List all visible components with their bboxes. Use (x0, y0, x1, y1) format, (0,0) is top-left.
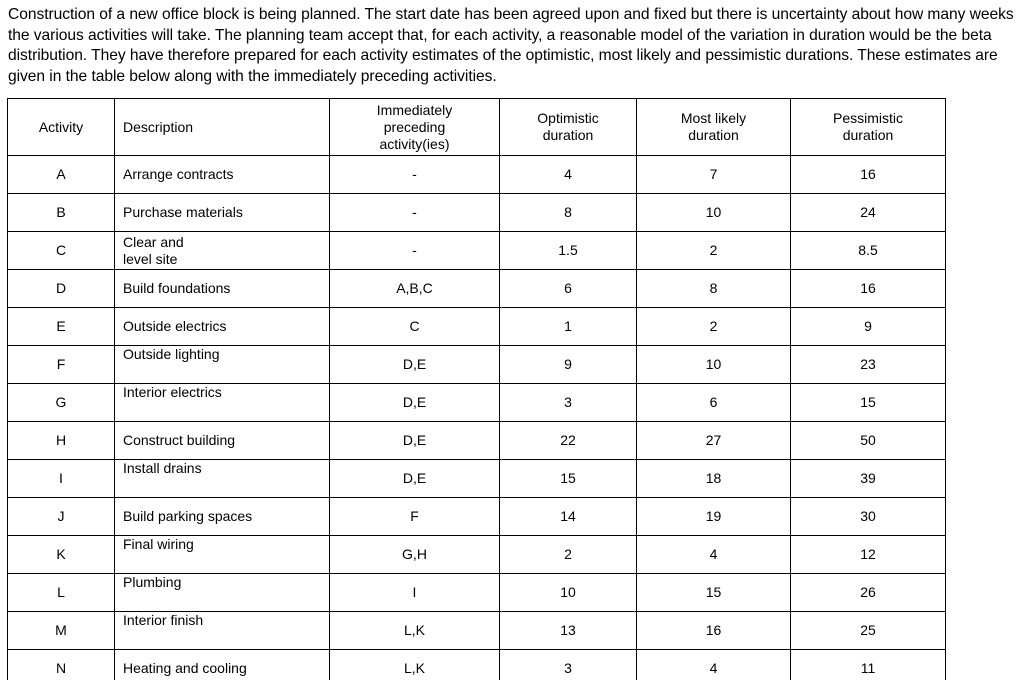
header-preceding-line1: Immediately (376, 101, 453, 118)
cell-pessimistic: 24 (791, 194, 946, 232)
cell-preceding: F (330, 498, 500, 536)
cell-description-line2: level site (123, 250, 178, 267)
cell-activity: L (8, 574, 115, 612)
cell-most-likely: 6 (637, 384, 791, 422)
cell-optimistic: 1.5 (500, 232, 637, 270)
cell-pessimistic: 39 (791, 460, 946, 498)
header-most-likely-line1: Most likely (680, 110, 747, 126)
cell-preceding: D,E (330, 460, 500, 498)
cell-pessimistic: 30 (791, 498, 946, 536)
header-optimistic (500, 99, 637, 156)
cell-activity: H (8, 422, 115, 460)
header-preceding-line2: preceding (383, 118, 446, 135)
cell-preceding: L,K (330, 612, 500, 650)
table-row (8, 194, 946, 232)
cell-optimistic: 13 (500, 612, 637, 650)
cell-optimistic: 4 (500, 156, 637, 194)
cell-optimistic: 3 (500, 384, 637, 422)
table-row (8, 308, 946, 346)
cell-description: Heating and cooling (115, 650, 330, 680)
cell-pessimistic: 12 (791, 536, 946, 574)
cell-optimistic: 10 (500, 574, 637, 612)
cell-preceding: G,H (330, 536, 500, 574)
cell-optimistic: 9 (500, 346, 637, 384)
activity-table (7, 98, 946, 680)
cell-optimistic: 14 (500, 498, 637, 536)
cell-description: Build parking spaces (115, 498, 330, 536)
cell-activity: D (8, 270, 115, 308)
table-row (8, 498, 946, 536)
cell-preceding: I (330, 574, 500, 612)
cell-pessimistic: 16 (791, 270, 946, 308)
table-row (8, 612, 946, 650)
cell-optimistic: 8 (500, 194, 637, 232)
cell-activity: A (8, 156, 115, 194)
cell-description: Interior finish (115, 612, 330, 650)
cell-optimistic: 1 (500, 308, 637, 346)
cell-pessimistic: 9 (791, 308, 946, 346)
cell-description: Construct building (115, 422, 330, 460)
cell-preceding: - (330, 156, 500, 194)
table-row (8, 460, 946, 498)
header-activity: Activity (8, 99, 115, 156)
cell-activity: G (8, 384, 115, 422)
header-pessimistic (791, 99, 946, 156)
cell-activity: B (8, 194, 115, 232)
header-most-likely (637, 99, 791, 156)
cell-activity: M (8, 612, 115, 650)
cell-activity: F (8, 346, 115, 384)
cell-most-likely: 10 (637, 194, 791, 232)
table-row (8, 232, 946, 270)
cell-optimistic: 6 (500, 270, 637, 308)
cell-description: Purchase materials (115, 194, 330, 232)
cell-description: Interior electrics (115, 384, 330, 422)
cell-activity: I (8, 460, 115, 498)
cell-most-likely: 2 (637, 308, 791, 346)
cell-pessimistic: 15 (791, 384, 946, 422)
cell-most-likely: 8 (637, 270, 791, 308)
cell-pessimistic: 25 (791, 612, 946, 650)
cell-preceding: - (330, 194, 500, 232)
table-row (8, 650, 946, 680)
cell-description: Plumbing (115, 574, 330, 612)
header-preceding (330, 99, 500, 156)
cell-preceding: A,B,C (330, 270, 500, 308)
cell-most-likely: 7 (637, 156, 791, 194)
cell-preceding: L,K (330, 650, 500, 680)
table-row (8, 574, 946, 612)
cell-activity: C (8, 232, 115, 270)
cell-most-likely: 18 (637, 460, 791, 498)
table-header-row (8, 99, 946, 156)
cell-most-likely: 10 (637, 346, 791, 384)
cell-preceding: C (330, 308, 500, 346)
cell-preceding: D,E (330, 422, 500, 460)
cell-preceding: D,E (330, 384, 500, 422)
table-row (8, 156, 946, 194)
table-row (8, 346, 946, 384)
header-pessimistic-line1: Pessimistic (832, 110, 903, 126)
cell-optimistic: 3 (500, 650, 637, 680)
cell-most-likely: 4 (637, 536, 791, 574)
intro-paragraph: Construction of a new office block is being planned. The start date has been agreed upon and fixed but there is uncertainty about how many weeks the various activities will take. The planning team accept that, for each activity, a reasonable model of the variation in duration would be the beta distribution. They have therefore prepared for each activity estimates of the optimistic, most likely and pessimistic durations. These estimates are given in the table below along with the immediately preceding activities. (8, 6, 1014, 85)
cell-pessimistic: 16 (791, 156, 946, 194)
header-optimistic-line1: Optimistic (537, 110, 599, 126)
header-optimistic-line2: duration (542, 127, 594, 143)
cell-preceding: - (330, 232, 500, 270)
cell-most-likely: 4 (637, 650, 791, 680)
cell-activity: N (8, 650, 115, 680)
cell-pessimistic: 23 (791, 346, 946, 384)
cell-description (115, 232, 330, 270)
cell-most-likely: 2 (637, 232, 791, 270)
header-description: Description (115, 99, 330, 156)
cell-preceding: D,E (330, 346, 500, 384)
cell-pessimistic: 26 (791, 574, 946, 612)
cell-optimistic: 15 (500, 460, 637, 498)
table-row (8, 422, 946, 460)
header-pessimistic-line2: duration (842, 127, 894, 143)
table-row (8, 270, 946, 308)
cell-description: Arrange contracts (115, 156, 330, 194)
cell-most-likely: 19 (637, 498, 791, 536)
cell-description: Outside electrics (115, 308, 330, 346)
cell-description: Install drains (115, 460, 330, 498)
table-row (8, 536, 946, 574)
cell-description: Outside lighting (115, 346, 330, 384)
cell-pessimistic: 11 (791, 650, 946, 680)
cell-pessimistic: 8.5 (791, 232, 946, 270)
cell-most-likely: 15 (637, 574, 791, 612)
cell-description: Build foundations (115, 270, 330, 308)
table-row (8, 384, 946, 422)
cell-optimistic: 2 (500, 536, 637, 574)
header-preceding-line3: activity(ies) (379, 135, 450, 152)
cell-pessimistic: 50 (791, 422, 946, 460)
cell-most-likely: 16 (637, 612, 791, 650)
cell-optimistic: 22 (500, 422, 637, 460)
cell-description: Final wiring (115, 536, 330, 574)
cell-activity: J (8, 498, 115, 536)
cell-activity: E (8, 308, 115, 346)
cell-activity: K (8, 536, 115, 574)
cell-most-likely: 27 (637, 422, 791, 460)
cell-description-line1: Clear and (123, 233, 184, 250)
header-most-likely-line2: duration (688, 127, 739, 143)
